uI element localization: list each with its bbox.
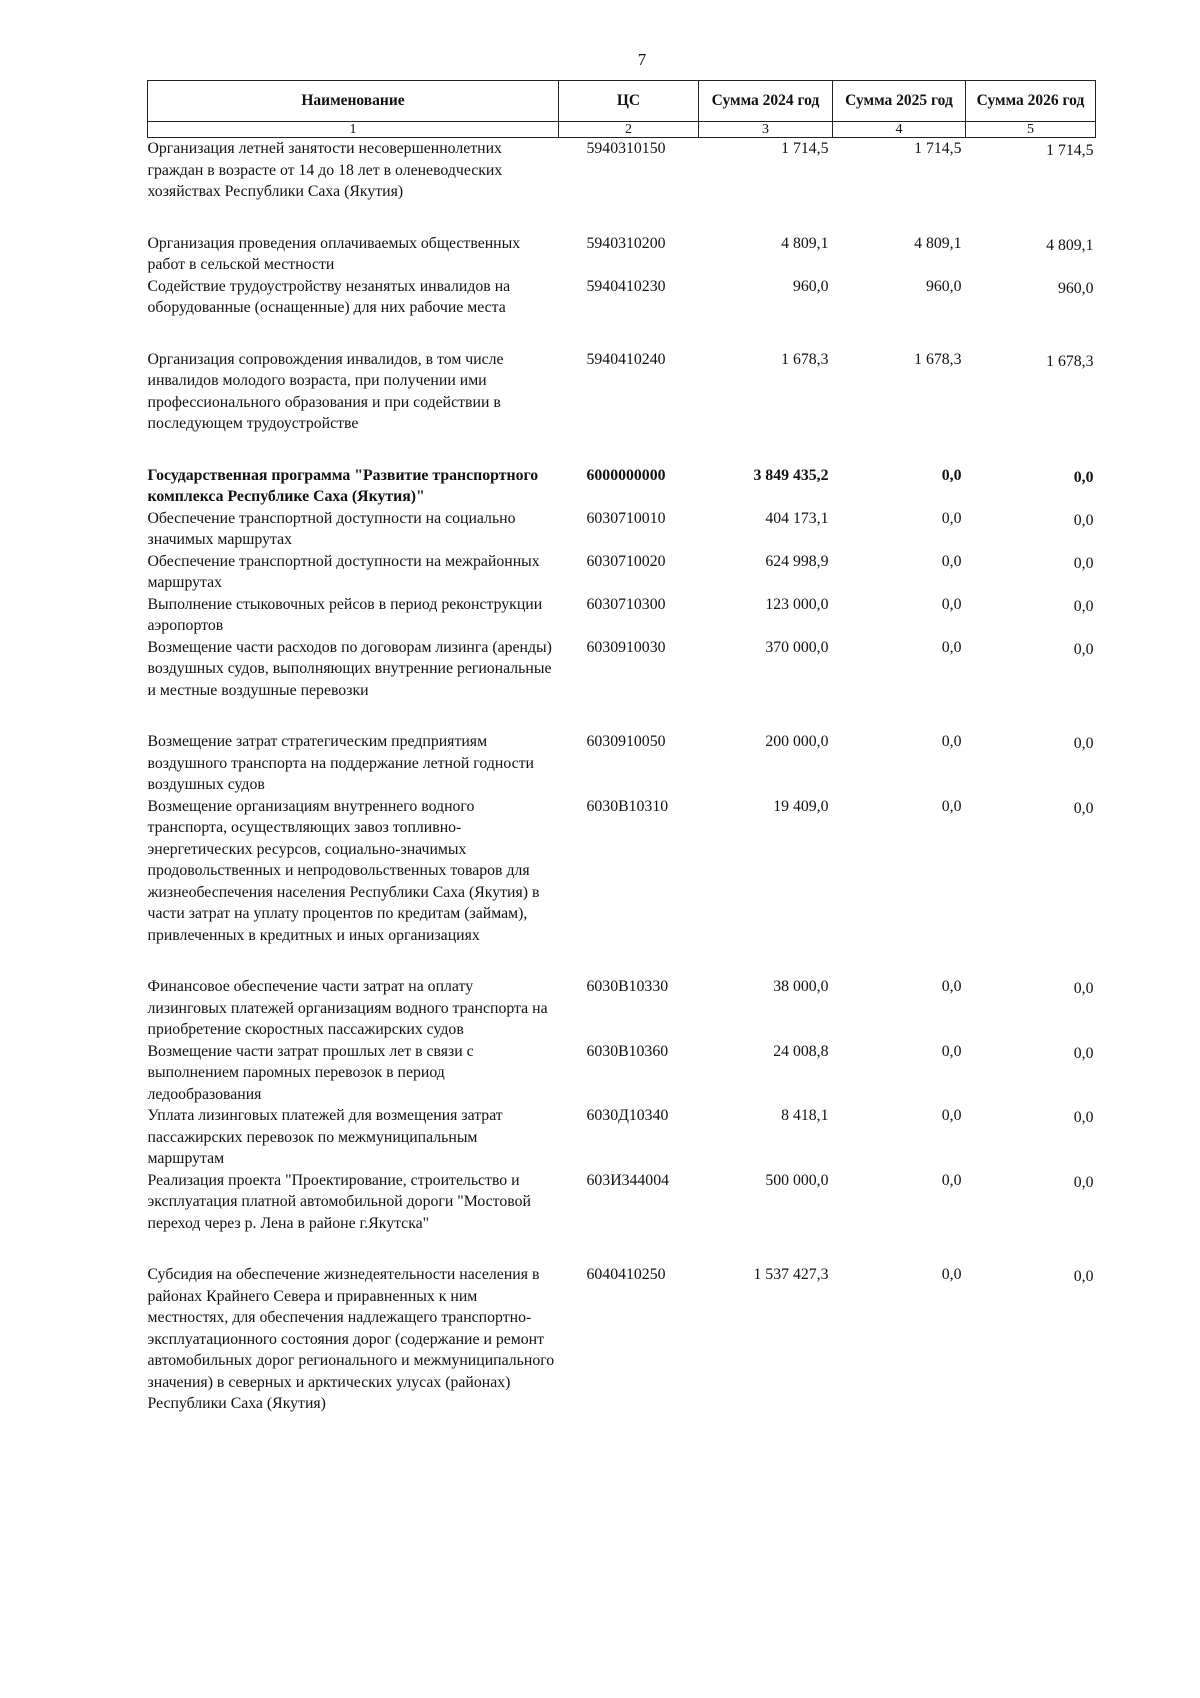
row-code: 6040410250: [586, 1266, 666, 1283]
row-name: Обеспечение транспортной доступности на межрайонных маршрутах: [147, 552, 540, 591]
row-name: Финансовое обеспечение части затрат на оплату лизинговых платежей организациям водного транспорта на приобретение скоростных пассажирских судов: [147, 978, 548, 1038]
row-sum-2024: 123 000,0: [765, 595, 829, 613]
row-name: Реализация проекта "Проектирование, строительство и эксплуатация платной автомобильной дороги "Мостовой переход через р. Лена в районе г.Якутска": [147, 1171, 531, 1232]
row-code: 6030В10330: [586, 978, 669, 995]
program-row: [148, 465, 1096, 508]
row-name: Организация проведения оплачиваемых общественных работ в сельской местности: [147, 234, 521, 273]
column-number: 5: [966, 122, 1096, 138]
column-number: 2: [559, 122, 699, 138]
table-row: [148, 276, 1096, 349]
row-sum-2024: 1 678,3: [781, 350, 829, 368]
row-sum-2025: 0,0: [941, 638, 962, 656]
row-name: Возмещение организациям внутреннего водного транспорта, осуществляющих завоз топливно-энергетических ресурсов, социально-значимых продовольственных и непродовольственных товаров для жизнеобеспечения населения Республики Саха (Якутия) в части затрат на уплату процентов по кредитам (займам), привлеченных в кредитных и иных организациях: [147, 797, 540, 944]
row-sum-2025: 0,0: [941, 509, 962, 527]
row-sum-2025: 0,0: [941, 978, 962, 995]
row-sum-2026: 0,0: [1073, 640, 1094, 658]
row-code: 6030В10360: [586, 1042, 669, 1060]
table-row: [148, 594, 1096, 637]
row-code: 6030710010: [586, 509, 666, 527]
row-sum-2026: 0,0: [1073, 1173, 1094, 1191]
row-sum-2026: 0,0: [1073, 735, 1094, 752]
row-sum-2025: 0,0: [941, 797, 962, 815]
row-name: Государственная программа "Развитие транспортного комплекса Республике Саха (Якутия)": [147, 466, 539, 505]
row-name: Организация сопровождения инвалидов, в том числе инвалидов молодого возраста, при получении ими профессионального образования и при содействии в последующем трудоустройстве: [147, 350, 504, 432]
row-sum-2026: 0,0: [1073, 597, 1094, 615]
row-code: 5940410230: [586, 277, 666, 295]
table-row: [148, 1041, 1096, 1106]
row-sum-2024: 200 000,0: [765, 733, 829, 750]
row-sum-2026: 0,0: [1073, 799, 1094, 817]
table-row: [148, 551, 1096, 594]
table-row: [148, 349, 1096, 465]
table-row: [148, 1170, 1096, 1265]
row-sum-2026: 0,0: [1073, 554, 1094, 572]
row-sum-2026: 960,0: [1057, 279, 1094, 297]
row-code: 6030710300: [586, 595, 666, 613]
table-row: [148, 508, 1096, 551]
row-name: Обеспечение транспортной доступности на социально значимых маршрутах: [147, 509, 516, 548]
row-sum-2024: 960,0: [792, 277, 829, 295]
row-sum-2024: 404 173,1: [765, 509, 829, 527]
row-sum-2026: 0,0: [1073, 1109, 1094, 1126]
row-sum-2025: 0,0: [941, 1266, 962, 1283]
row-sum-2026: 0,0: [1073, 1044, 1094, 1062]
row-sum-2026: 0,0: [1073, 1268, 1094, 1285]
row-sum-2024: 624 998,9: [765, 552, 829, 570]
row-code: 5940310150: [586, 140, 666, 157]
row-code: 6030В10310: [586, 797, 669, 815]
row-sum-2024: 500 000,0: [765, 1171, 829, 1189]
row-code: 6030910030: [586, 638, 666, 656]
row-sum-2024: 19 409,0: [773, 797, 829, 815]
row-sum-2026: 0,0: [1073, 980, 1094, 997]
row-sum-2025: 0,0: [941, 552, 962, 570]
table-row: [148, 637, 1096, 732]
row-name: Субсидия на обеспечение жизнедеятельности населения в районах Крайнего Севера и приравненных к ним местностях, для обеспечения надлежащего транспортно-эксплуатационного состояния дорог (содержание и ремонт автомобильных дорог регионального и межмуниципального значения) в северных и арктических улусах (районах) Республики Саха (Якутия): [147, 1266, 555, 1412]
row-code: 6000000000: [586, 466, 666, 484]
table-row: [148, 233, 1096, 276]
row-sum-2024: 24 008,8: [773, 1042, 829, 1060]
row-sum-2026: 1 714,5: [1046, 142, 1094, 159]
table-row: [148, 731, 1096, 796]
row-sum-2025: 0,0: [941, 1042, 962, 1060]
row-sum-2026: 0,0: [1073, 511, 1094, 529]
row-sum-2025: 1 678,3: [914, 350, 962, 368]
row-sum-2025: 1 714,5: [914, 140, 962, 157]
row-sum-2025: 0,0: [941, 466, 962, 484]
row-sum-2025: 0,0: [941, 1171, 962, 1189]
row-sum-2025: 0,0: [941, 595, 962, 613]
row-sum-2024: 1 537 427,3: [753, 1266, 829, 1283]
table-row: [148, 1105, 1096, 1170]
row-sum-2025: 0,0: [941, 1107, 962, 1124]
row-name: Содействие трудоустройству незанятых инвалидов на оборудованные (оснащенные) для них рабочие места: [147, 277, 511, 316]
row-code: 5940410240: [586, 350, 666, 368]
row-code: 6030Д10340: [586, 1107, 669, 1124]
row-name: Возмещение части расходов по договорам лизинга (аренды) воздушных судов, выполняющих внутренние региональные и местные воздушные перевозки: [147, 638, 552, 699]
row-code: 6030910050: [586, 733, 666, 750]
row-name: Уплата лизинговых платежей для возмещения затрат пассажирских перевозок по межмуниципальным маршрутам: [147, 1107, 503, 1167]
budget-table: [147, 80, 1096, 1415]
row-sum-2024: 4 809,1: [781, 234, 829, 252]
row-sum-2024: 370 000,0: [765, 638, 829, 656]
row-name: Выполнение стыковочных рейсов в период реконструкции аэропортов: [147, 595, 543, 634]
header-sum-2026: Сумма 2026 год: [966, 81, 1096, 122]
row-sum-2024: 38 000,0: [773, 978, 829, 995]
row-sum-2024: 8 418,1: [781, 1107, 829, 1124]
row-code: 603И344004: [586, 1171, 669, 1189]
column-number: 4: [833, 122, 966, 138]
column-number-row: [148, 122, 1096, 138]
column-number: 3: [699, 122, 833, 138]
row-code: 5940310200: [586, 234, 666, 252]
row-name: Возмещение части затрат прошлых лет в связи с выполнением паромных перевозок в период ледообразования: [147, 1042, 474, 1103]
row-sum-2026: 1 678,3: [1046, 352, 1094, 370]
header-row: [148, 81, 1096, 122]
row-sum-2026: 4 809,1: [1046, 236, 1094, 254]
table-row: [148, 1264, 1096, 1415]
header-name: Наименование: [148, 81, 559, 122]
row-sum-2024: 3 849 435,2: [753, 466, 829, 484]
table-row: [148, 796, 1096, 977]
table-row: [148, 138, 1096, 233]
header-sum-2024: Сумма 2024 год: [699, 81, 833, 122]
row-sum-2025: 960,0: [925, 277, 962, 295]
row-name: Возмещение затрат стратегическим предприятиям воздушного транспорта на поддержание летной годности воздушных судов: [147, 733, 534, 793]
row-code: 6030710020: [586, 552, 666, 570]
page-number: 7: [637, 50, 647, 69]
column-number: 1: [148, 122, 559, 138]
row-sum-2024: 1 714,5: [781, 140, 829, 157]
row-sum-2026: 0,0: [1073, 468, 1094, 486]
table-row: [148, 976, 1096, 1041]
row-sum-2025: 0,0: [941, 733, 962, 750]
header-sum-2025: Сумма 2025 год: [833, 81, 966, 122]
header-code: ЦС: [559, 81, 699, 122]
row-sum-2025: 4 809,1: [914, 234, 962, 252]
row-name: Организация летней занятости несовершеннолетних граждан в возрасте от 14 до 18 лет в оленеводческих хозяйствах Республики Саха (Якутия): [147, 140, 503, 200]
